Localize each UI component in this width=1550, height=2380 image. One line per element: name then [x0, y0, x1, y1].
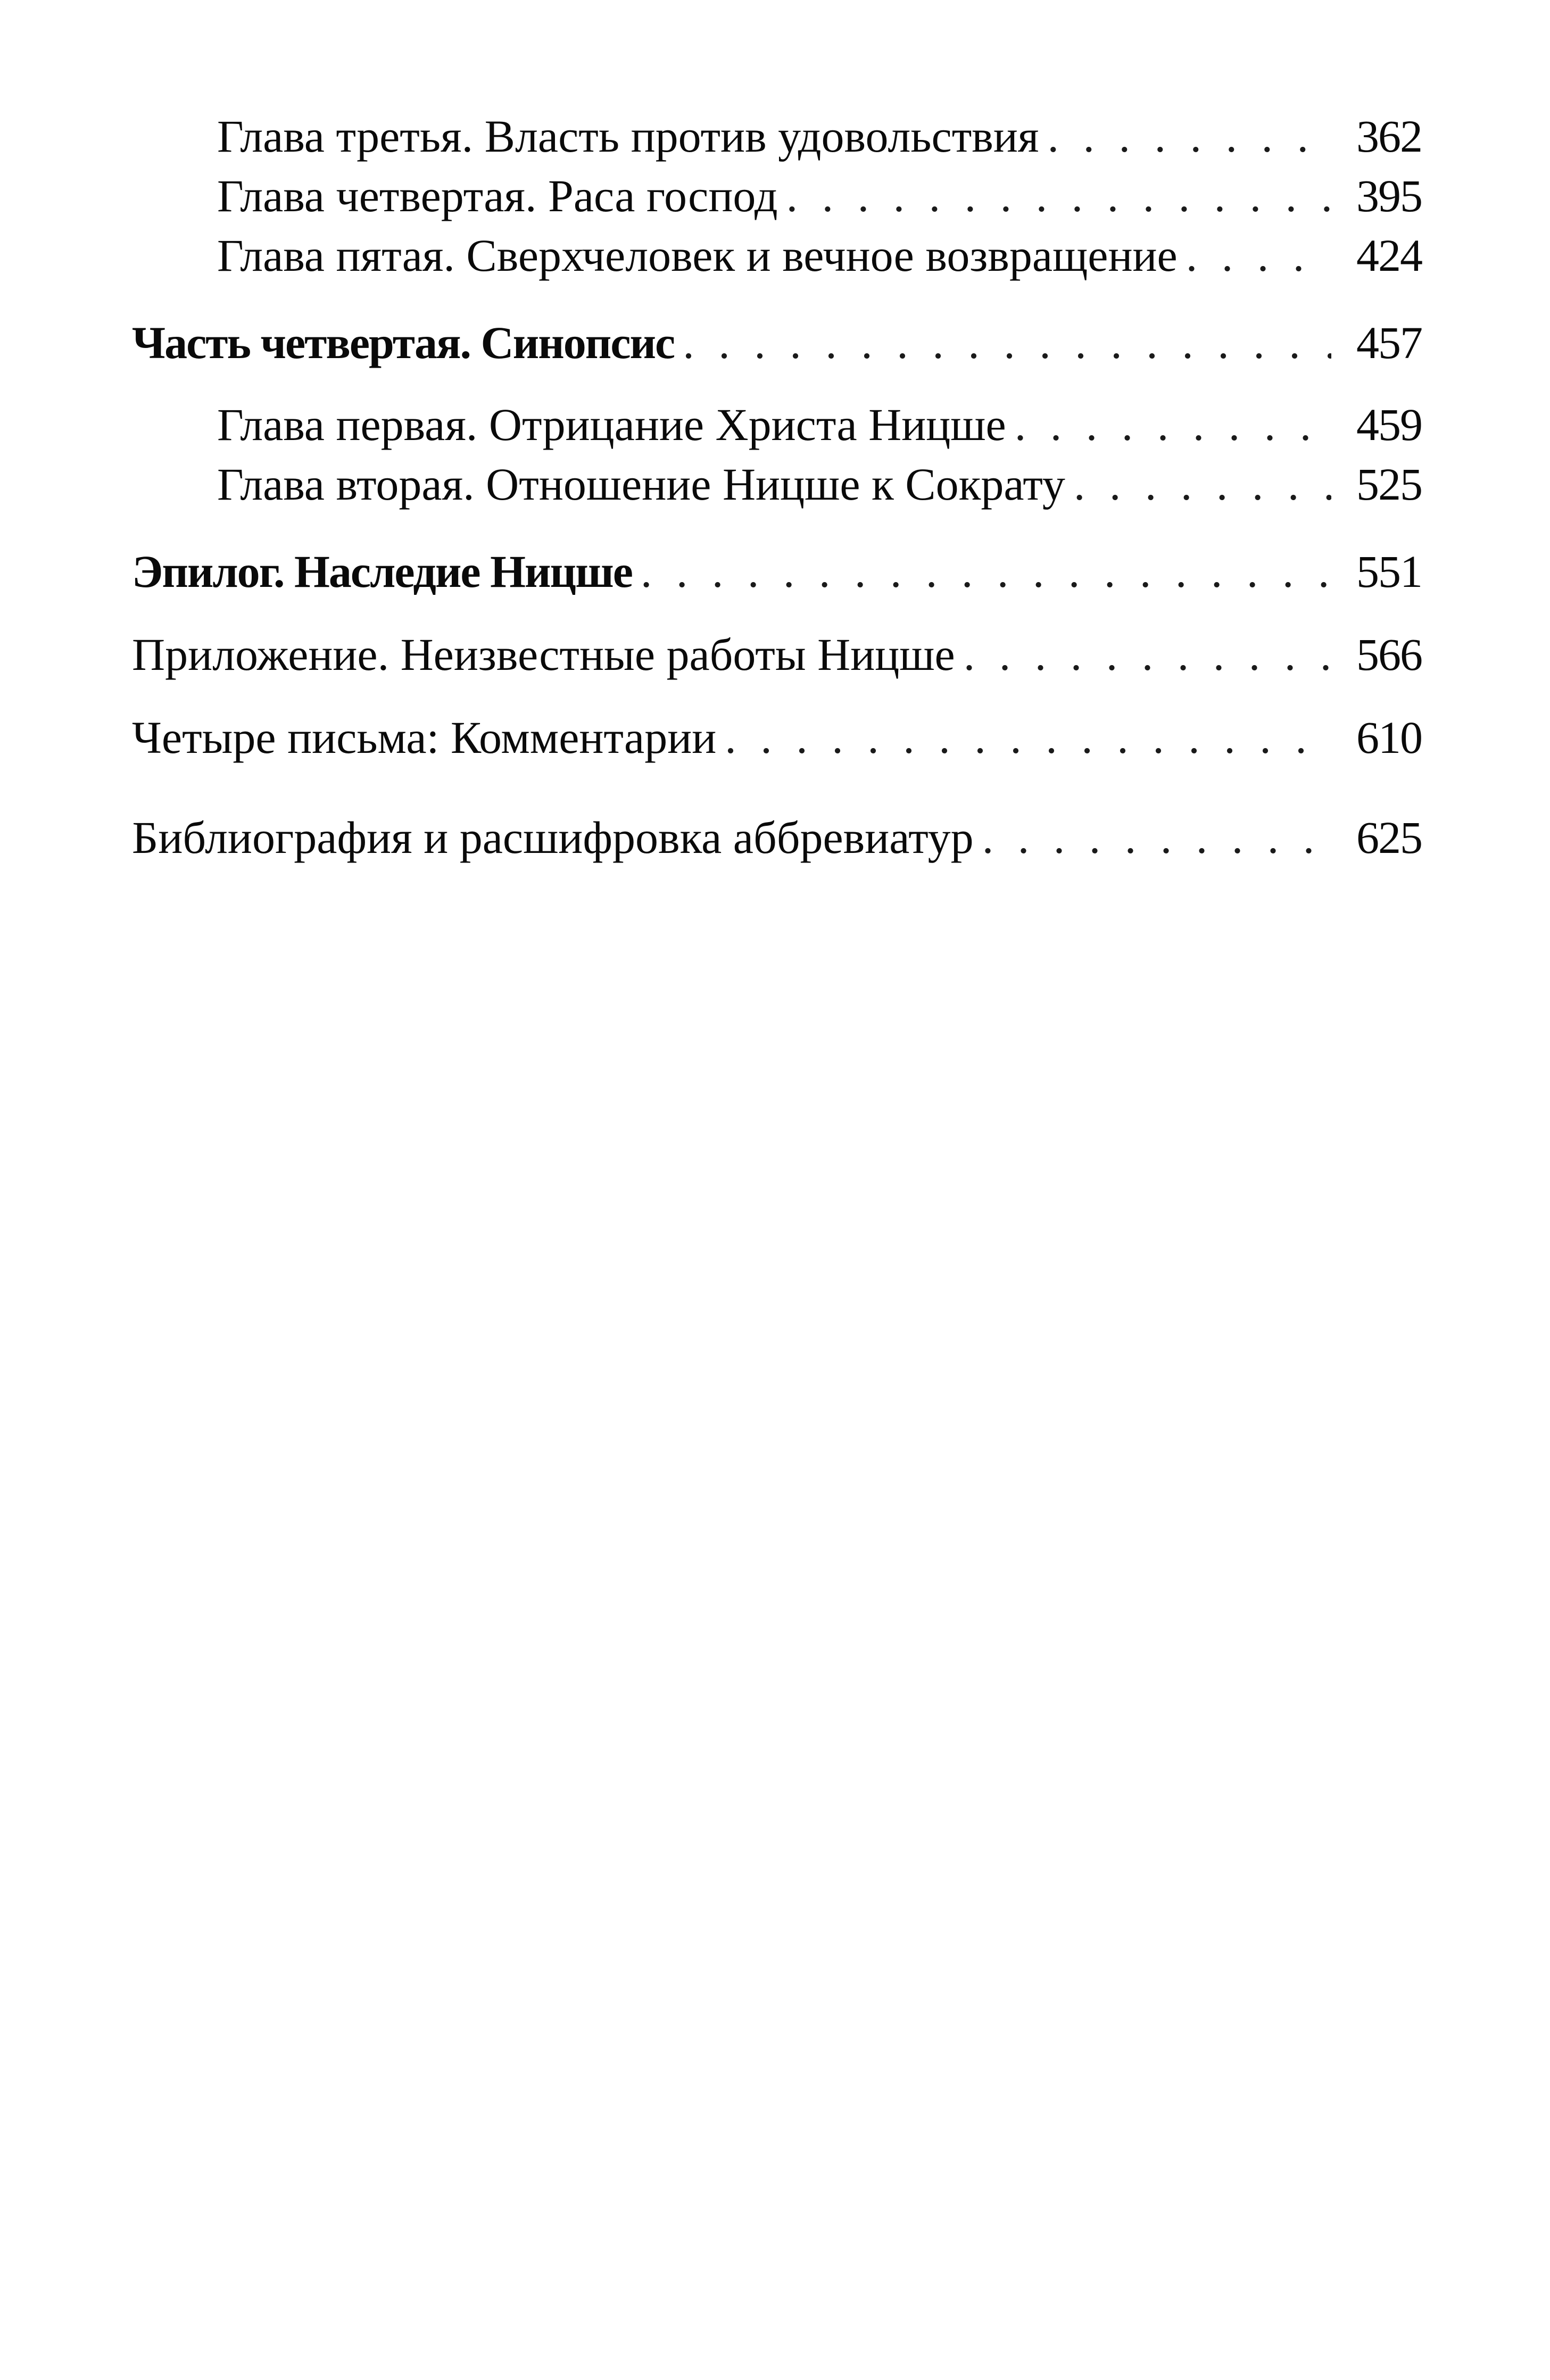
toc-entry-title: Часть четвертая. Синопсис	[132, 317, 675, 368]
toc-entry-title: Эпилог. Наследие Ницше	[132, 546, 632, 597]
toc-entry[interactable]	[132, 226, 1422, 285]
toc-entry-title: Библиография и расшифровка аббревиатур	[132, 812, 974, 863]
dot-leader	[641, 542, 1331, 601]
dot-leader	[1015, 395, 1331, 454]
toc-entry[interactable]	[132, 708, 1422, 767]
dot-leader	[964, 625, 1331, 684]
toc-entry-title: Глава четвертая. Раса господ	[217, 170, 778, 221]
toc-entry-page: 625	[1356, 812, 1422, 863]
dot-leader	[1074, 454, 1331, 514]
toc-entry[interactable]	[132, 808, 1422, 867]
toc-entry-title: Глава вторая. Отношение Ницше к Сократу	[217, 459, 1065, 510]
dot-leader	[1047, 106, 1331, 166]
toc-entry[interactable]	[132, 454, 1422, 514]
toc-entry-title: Приложение. Неизвестные работы Ницше	[132, 629, 955, 680]
dot-leader	[982, 808, 1331, 867]
toc-entry-page: 457	[1356, 317, 1422, 368]
toc-entry[interactable]	[132, 166, 1422, 226]
toc-entry[interactable]	[132, 106, 1422, 166]
table-of-contents	[132, 106, 1422, 867]
toc-part-entry[interactable]	[132, 313, 1422, 372]
toc-entry-title: Глава первая. Отрицание Христа Ницше	[217, 399, 1006, 450]
dot-leader	[725, 708, 1331, 767]
toc-entry-page: 459	[1356, 399, 1422, 450]
toc-entry[interactable]	[132, 395, 1422, 454]
toc-entry-title: Глава пятая. Сверхчеловек и вечное возвращение	[217, 230, 1178, 281]
toc-entry-title: Глава третья. Власть против удовольствия	[217, 111, 1039, 162]
toc-part-entry[interactable]	[132, 542, 1422, 601]
toc-entry-page: 610	[1356, 712, 1422, 763]
toc-entry-page: 362	[1356, 111, 1422, 162]
dot-leader	[786, 166, 1331, 226]
toc-entry-page: 395	[1356, 170, 1422, 221]
toc-entry-page: 525	[1356, 459, 1422, 510]
dot-leader	[683, 313, 1331, 372]
toc-entry-page: 566	[1356, 629, 1422, 680]
toc-entry[interactable]	[132, 625, 1422, 684]
toc-entry-page: 551	[1356, 546, 1422, 597]
toc-entry-title: Четыре письма: Комментарии	[132, 712, 717, 763]
dot-leader	[1186, 226, 1331, 285]
toc-entry-page: 424	[1356, 230, 1422, 281]
